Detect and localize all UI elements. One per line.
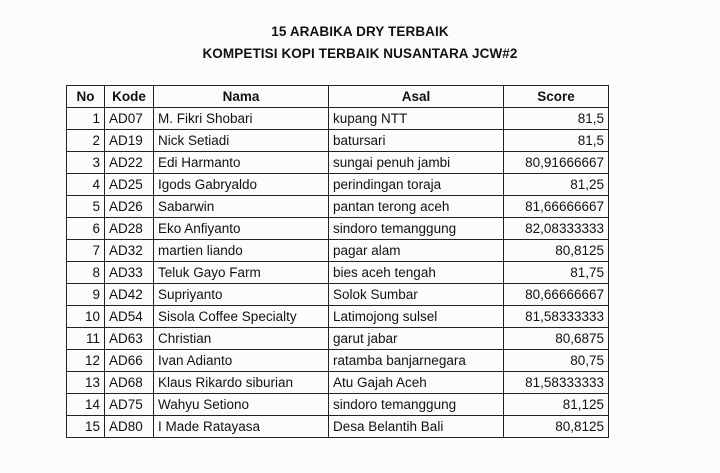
cell-nama: Wahyu Setiono (154, 394, 329, 416)
column-header-kode: Kode (105, 86, 154, 108)
cell-asal: pagar alam (329, 240, 504, 262)
cell-asal: Latimojong sulsel (329, 306, 504, 328)
cell-asal: ratamba banjarnegara (329, 350, 504, 372)
cell-nama: I Made Ratayasa (154, 416, 329, 438)
table-row (67, 218, 609, 240)
cell-score: 80,91666667 (504, 152, 609, 174)
cell-nama: Klaus Rikardo siburian (154, 372, 329, 394)
table-row (67, 174, 609, 196)
cell-no: 12 (67, 350, 105, 372)
cell-asal: bies aceh tengah (329, 262, 504, 284)
cell-no: 9 (67, 284, 105, 306)
column-header-score: Score (504, 86, 609, 108)
cell-nama: Christian (154, 328, 329, 350)
cell-no: 14 (67, 394, 105, 416)
cell-score: 80,8125 (504, 240, 609, 262)
table-row (67, 240, 609, 262)
cell-score: 80,66666667 (504, 284, 609, 306)
cell-kode: AD25 (105, 174, 154, 196)
cell-score: 81,5 (504, 130, 609, 152)
column-header-nama: Nama (154, 86, 329, 108)
cell-no: 3 (67, 152, 105, 174)
table-row (67, 350, 609, 372)
cell-score: 81,75 (504, 262, 609, 284)
table-header-row (67, 86, 609, 108)
cell-nama: Nick Setiadi (154, 130, 329, 152)
cell-nama: Ivan Adianto (154, 350, 329, 372)
results-table (66, 85, 609, 438)
cell-nama: Teluk Gayo Farm (154, 262, 329, 284)
cell-no: 2 (67, 130, 105, 152)
cell-score: 81,125 (504, 394, 609, 416)
cell-kode: AD54 (105, 306, 154, 328)
cell-nama: Igods Gabryaldo (154, 174, 329, 196)
table-row (67, 196, 609, 218)
cell-asal: sindoro temanggung (329, 218, 504, 240)
cell-no: 8 (67, 262, 105, 284)
cell-no: 13 (67, 372, 105, 394)
cell-asal: Atu Gajah Aceh (329, 372, 504, 394)
table-row (67, 152, 609, 174)
cell-score: 81,5 (504, 108, 609, 130)
cell-no: 10 (67, 306, 105, 328)
cell-no: 6 (67, 218, 105, 240)
table-row (67, 328, 609, 350)
cell-kode: AD42 (105, 284, 154, 306)
cell-nama: Eko Anfiyanto (154, 218, 329, 240)
cell-kode: AD07 (105, 108, 154, 130)
cell-nama: Sabarwin (154, 196, 329, 218)
cell-kode: AD19 (105, 130, 154, 152)
cell-asal: kupang NTT (329, 108, 504, 130)
cell-kode: AD33 (105, 262, 154, 284)
table-row (67, 262, 609, 284)
table-body (67, 108, 609, 438)
cell-no: 5 (67, 196, 105, 218)
table-row (67, 306, 609, 328)
cell-kode: AD68 (105, 372, 154, 394)
cell-kode: AD80 (105, 416, 154, 438)
cell-no: 4 (67, 174, 105, 196)
column-header-no: No (67, 86, 105, 108)
table-row (67, 108, 609, 130)
cell-nama: martien liando (154, 240, 329, 262)
cell-score: 80,8125 (504, 416, 609, 438)
cell-score: 81,58333333 (504, 372, 609, 394)
cell-score: 80,75 (504, 350, 609, 372)
cell-kode: AD26 (105, 196, 154, 218)
cell-asal: Desa Belantih Bali (329, 416, 504, 438)
cell-nama: Supriyanto (154, 284, 329, 306)
cell-score: 82,08333333 (504, 218, 609, 240)
cell-asal: garut jabar (329, 328, 504, 350)
cell-score: 81,25 (504, 174, 609, 196)
column-header-asal: Asal (329, 86, 504, 108)
cell-nama: M. Fikri Shobari (154, 108, 329, 130)
cell-no: 7 (67, 240, 105, 262)
cell-score: 81,58333333 (504, 306, 609, 328)
cell-asal: perindingan toraja (329, 174, 504, 196)
table-row (67, 284, 609, 306)
cell-kode: AD66 (105, 350, 154, 372)
cell-score: 80,6875 (504, 328, 609, 350)
cell-kode: AD75 (105, 394, 154, 416)
cell-asal: batursari (329, 130, 504, 152)
cell-score: 81,66666667 (504, 196, 609, 218)
cell-kode: AD22 (105, 152, 154, 174)
table-row (67, 394, 609, 416)
cell-asal: pantan terong aceh (329, 196, 504, 218)
document-title: 15 ARABIKA DRY TERBAIK (271, 24, 449, 39)
cell-kode: AD28 (105, 218, 154, 240)
cell-asal: sindoro temanggung (329, 394, 504, 416)
cell-kode: AD32 (105, 240, 154, 262)
cell-nama: Sisola Coffee Specialty (154, 306, 329, 328)
cell-no: 11 (67, 328, 105, 350)
table-row (67, 130, 609, 152)
table-row (67, 416, 609, 438)
document-subtitle: KOMPETISI KOPI TERBAIK NUSANTARA JCW#2 (202, 46, 518, 61)
cell-nama: Edi Harmanto (154, 152, 329, 174)
cell-asal: sungai penuh jambi (329, 152, 504, 174)
cell-no: 1 (67, 108, 105, 130)
table-row (67, 372, 609, 394)
cell-kode: AD63 (105, 328, 154, 350)
cell-asal: Solok Sumbar (329, 284, 504, 306)
cell-no: 15 (67, 416, 105, 438)
